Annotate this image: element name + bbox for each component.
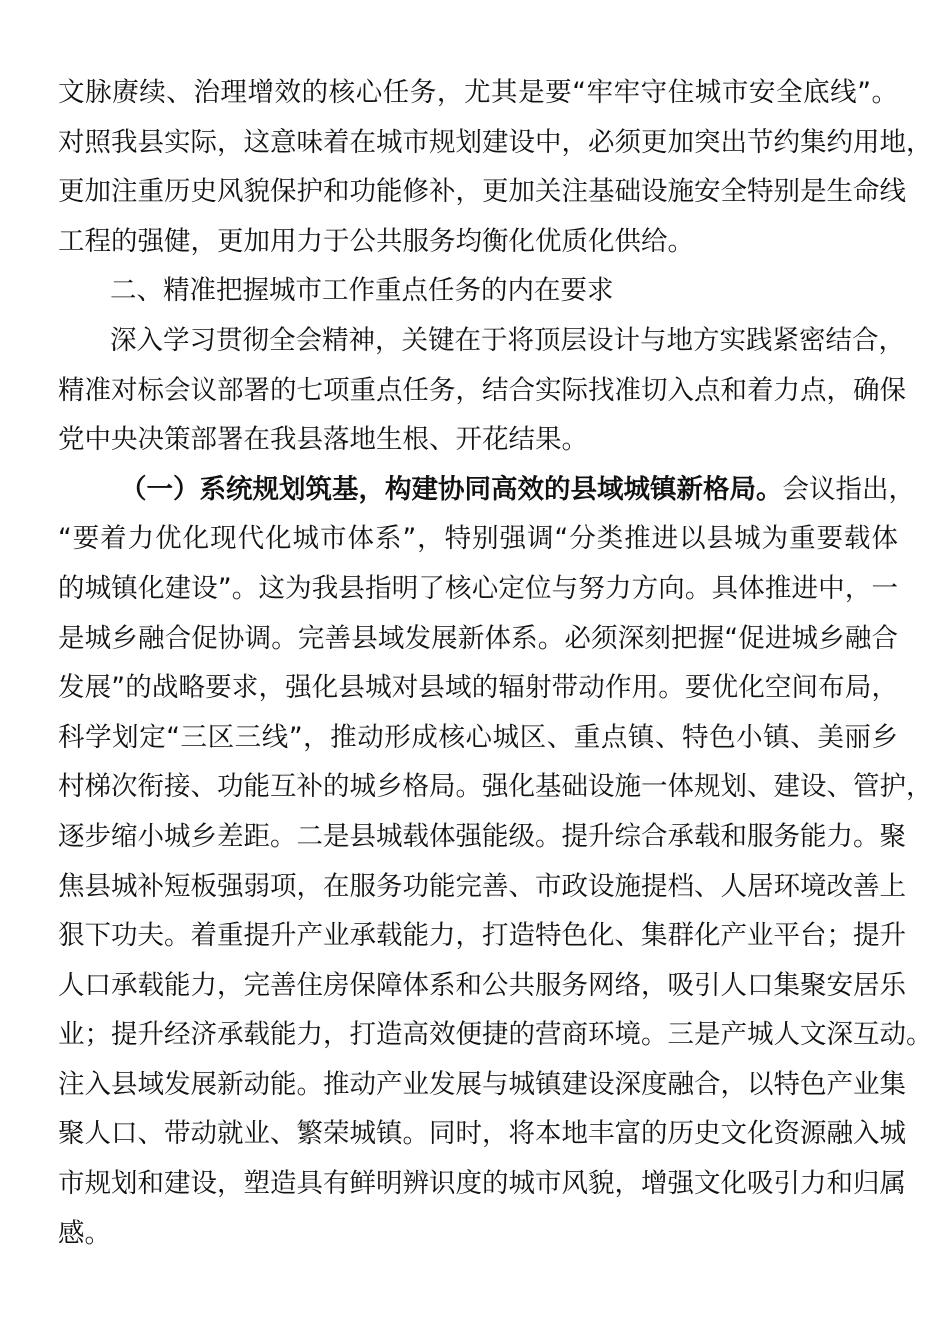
text-line: 感。 [58, 1217, 111, 1249]
text-line: 注入县域发展新动能。推动产业发展与城镇建设深度融合，以特色产业集 [58, 1068, 906, 1100]
text-line: 是城乡融合促协调。完善县域发展新体系。必须深刻把握“促进城乡融合 [58, 622, 898, 654]
text-line: “要着力优化现代化城市体系”，特别强调“分类推进以县城为重要载体 [58, 523, 898, 555]
text-line: 的城镇化建设”。这为我县指明了核心定位与努力方向。具体推进中，一 [58, 572, 898, 604]
paragraph-section [58, 316, 906, 465]
subsection-first-line [58, 465, 915, 515]
subsection-heading: （一）系统规划筑基，构建协同高效的县域城镇新格局。 [120, 473, 783, 505]
text-line: 聚人口、带动就业、繁荣城镇。同时，将本地丰富的历史文化资源融入城 [58, 1118, 906, 1150]
text-line: 狠下功夫。着重提升产业承载能力，打造特色化、集群化产业平台；提升 [58, 920, 906, 952]
text-line: 村梯次衔接、功能互补的城乡格局。强化基础设施一体规划、建设、管护， [58, 771, 933, 803]
text-line: 深入学习贯彻全会精神，关键在于将顶层设计与地方实践紧密结合， [110, 324, 905, 356]
paragraph-intro [58, 68, 933, 266]
text-line: 文脉赓续、治理增效的核心任务，尤其是要“牢牢守住城市安全底线”。 [58, 77, 898, 108]
text-line: 发展”的战略要求，强化县城对县域的辐射带动作用。要优化空间布局， [58, 672, 898, 704]
text-line: 市规划和建设，塑造具有鲜明辨识度的城市风貌，增强文化吸引力和归属 [58, 1168, 906, 1200]
text-line: 党中央决策部署在我县落地生根、开花结果。 [58, 424, 588, 456]
paragraph-subsection [58, 465, 933, 1259]
text-line: 焦县城补短板强弱项，在服务功能完善、市政设施提档、人居环境改善上 [58, 870, 906, 902]
text-line: 工程的强健，更加用力于公共服务均衡化优质化供给。 [58, 225, 694, 257]
text-run: 会议指出， [782, 473, 915, 505]
text-line: 人口承载能力，完善住房保障体系和公共服务网络，吸引人口集聚安居乐 [58, 969, 906, 1001]
document-page [58, 68, 933, 1258]
text-line: 更加注重历史风貌保护和功能修补，更加关注基础设施安全特别是生命线 [58, 176, 906, 208]
text-line: 科学划定“三区三线”，推动形成核心城区、重点镇、特色小镇、美丽乡 [58, 721, 898, 753]
section-heading: 二、精准把握城市工作重点任务的内在要求 [110, 275, 614, 307]
text-line: 对照我县实际，这意味着在城市规划建设中，必须更加突出节约集约用地， [58, 126, 933, 158]
text-line: 逐步缩小城乡差距。二是县城载体强能级。提升综合承载和服务能力。聚 [58, 820, 906, 852]
text-line: 业；提升经济承载能力，打造高效便捷的营商环境。三是产城人文深互动。 [58, 1019, 933, 1051]
text-line: 精准对标会议部署的七项重点任务，结合实际找准切入点和着力点，确保 [58, 374, 906, 406]
